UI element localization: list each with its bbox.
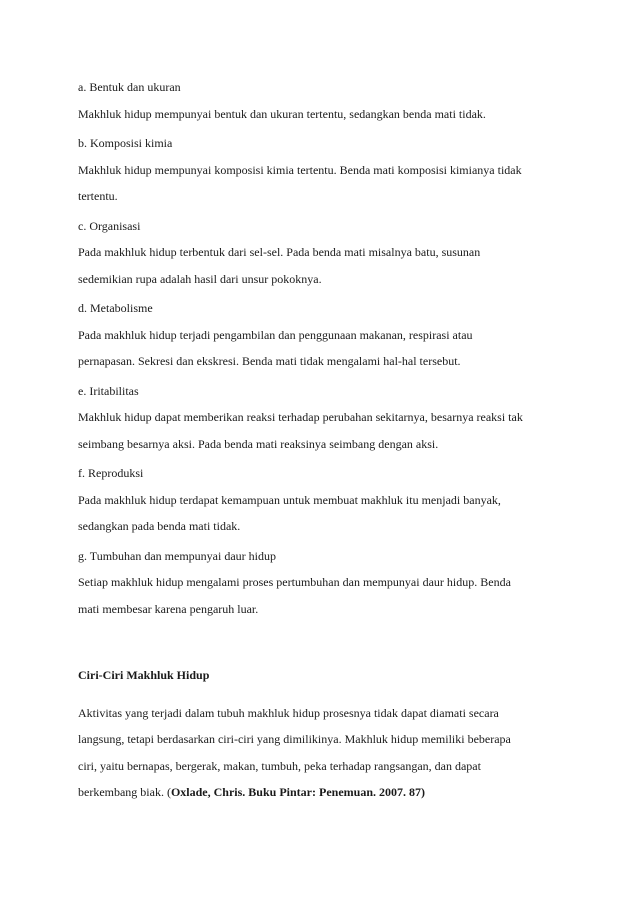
- section-body-line: seimbang besarnya aksi. Pada benda mati reaksinya seimbang dengan aksi.: [78, 436, 439, 451]
- section-body-line: sedemikian rupa adalah hasil dari unsur pokoknya.: [78, 271, 322, 286]
- section-body-line: Pada makhluk hidup terdapat kemampuan untuk membuat makhluk itu menjadi banyak,: [78, 492, 501, 507]
- section-body-line: Makhluk hidup dapat memberikan reaksi terhadap perubahan sekitarnya, besarnya reaksi tak: [78, 410, 523, 424]
- citation: Oxlade, Chris. Buku Pintar: Penemuan. 2007. 87): [170, 785, 425, 799]
- section-organisasi: [78, 213, 578, 293]
- section-heading: e. Iritabilitas: [78, 383, 139, 398]
- section-metabolisme: [78, 295, 578, 375]
- section-body-line: Setiap makhluk hidup mengalami proses pertumbuhan dan mempunyai daur hidup. Benda: [78, 575, 511, 589]
- section-spacer: [78, 625, 578, 662]
- section-body-line: Pada makhluk hidup terjadi pengambilan dan penggunaan makanan, respirasi atau: [78, 327, 473, 342]
- section-body-line: sedangkan pada benda mati tidak.: [78, 519, 241, 533]
- section-reproduksi: [78, 460, 578, 540]
- section-body-line: tertentu.: [78, 189, 118, 203]
- section-heading: c. Organisasi: [78, 218, 141, 233]
- section-komposisi-kimia: [78, 130, 578, 210]
- paragraph-line: langsung, tetapi berdasarkan ciri-ciri yang dimilikinya. Makhluk hidup memiliki beberapa: [78, 732, 511, 746]
- section-tumbuhan-daur-hidup: [78, 543, 578, 623]
- section-heading: d. Metabolisme: [78, 301, 153, 315]
- section-body-line: Pada makhluk hidup terbentuk dari sel-sel. Pada benda mati misalnya batu, susunan: [78, 245, 481, 259]
- section-bentuk-dan-ukuran: [78, 74, 578, 127]
- section-heading: g. Tumbuhan dan mempunyai daur hidup: [78, 548, 276, 563]
- document-page: [78, 74, 578, 809]
- section-heading: a. Bentuk dan ukuran: [78, 80, 181, 94]
- section-iritabilitas: [78, 378, 578, 458]
- section-body-line: mati membesar karena pengaruh luar.: [78, 601, 259, 616]
- section-ciri-ciri: [78, 662, 578, 806]
- section-body-line: pernapasan. Sekresi dan ekskresi. Benda mati tidak mengalami hal-hal tersebut.: [78, 354, 461, 368]
- paragraph-line-prefix: berkembang biak. (: [78, 785, 171, 799]
- section-heading: f. Reproduksi: [78, 466, 144, 480]
- section-heading: b. Komposisi kimia: [78, 136, 173, 150]
- paragraph-line: ciri, yaitu bernapas, bergerak, makan, tumbuh, peka terhadap rangsangan, dan dapat: [78, 758, 481, 773]
- section-body-line: Makhluk hidup mempunyai komposisi kimia tertentu. Benda mati komposisi kimianya tidak: [78, 162, 522, 177]
- paragraph-line: Aktivitas yang terjadi dalam tubuh makhluk hidup prosesnya tidak dapat diamati secara: [78, 705, 499, 720]
- section-title: Ciri-Ciri Makhluk Hidup: [78, 668, 210, 682]
- section-body-line: Makhluk hidup mempunyai bentuk dan ukuran tertentu, sedangkan benda mati tidak.: [78, 106, 486, 121]
- paragraph-last-line: [78, 779, 578, 806]
